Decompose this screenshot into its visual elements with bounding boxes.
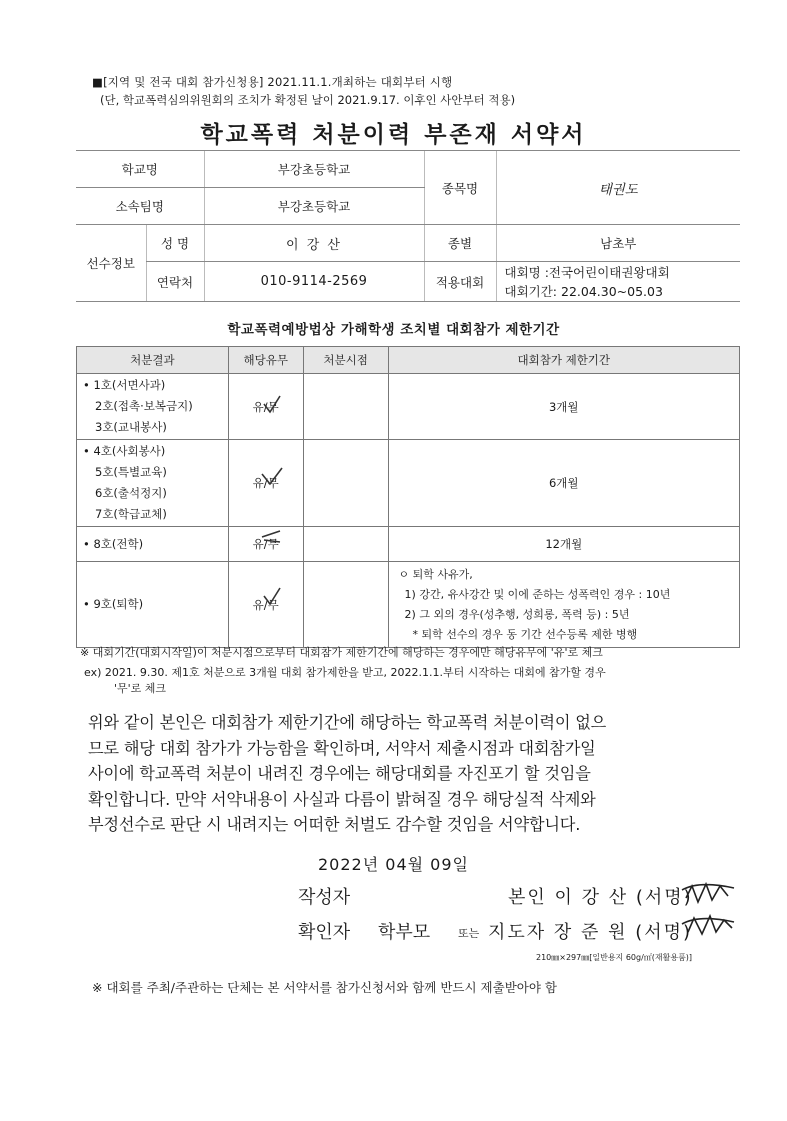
check-mark-icon — [262, 468, 282, 484]
pledge-line: 확인합니다. 만약 서약내용이 사실과 다름이 밝혀질 경우 해당실적 삭제와 — [88, 789, 596, 809]
handwritten-signature — [676, 876, 746, 946]
header-applicable: 해당유무 — [228, 347, 303, 374]
check-value: 유/무 — [252, 399, 279, 414]
pledge-line: 위와 같이 본인은 대회참가 제한기간에 해당하는 학교폭력 처분이력이 없으 — [88, 713, 607, 732]
writer-value: 본인 이 강 산 (서명) — [508, 887, 693, 908]
level-item: • 4호(사회봉사) — [83, 444, 166, 458]
limit-cell: 6개월 — [388, 440, 739, 527]
check-value: 유/무 — [252, 476, 279, 490]
table-row — [77, 527, 740, 562]
header-result: 처분결과 — [77, 347, 229, 374]
check-value: 유/무 — [252, 597, 279, 612]
coach-value: 지도자 장 준 원 (서명) — [488, 922, 693, 943]
pledge-line: 부정선수로 판단 시 내려지는 어떠한 처벌도 감수할 것임을 서약합니다. — [88, 815, 581, 834]
penalty-table — [76, 346, 740, 648]
check-value: 유/무 — [252, 537, 279, 551]
school-value: 부강초등학교 — [204, 151, 424, 188]
header-timing: 처분시점 — [303, 347, 388, 374]
footer-note: ※ 대회를 주최/주관하는 단체는 본 서약서를 참가신청서와 함께 반드시 제출받아야 함 — [92, 980, 557, 995]
event-value: 태권도 — [496, 151, 740, 225]
header-line-2: (단, 학교폭력심의위원회의 조치가 확정된 날이 2021.9.17. 이후인 사안부터 적용) — [100, 93, 516, 107]
check-mark-icon — [264, 396, 280, 412]
levels-cell — [77, 562, 229, 648]
tournament-name: 대회명 :전국어린이태권왕대회 — [504, 264, 670, 280]
limit-cell: 3개월 — [388, 374, 739, 440]
check-mark-icon — [264, 588, 280, 604]
player-info-table — [76, 150, 740, 302]
paper-spec: 210㎜×297㎜[일반용지 60g/㎡(재활용품)] — [536, 953, 693, 962]
limit-line: ㅇ 퇴학 사유가, — [398, 567, 473, 581]
event-label: 종목명 — [424, 151, 496, 225]
timing-cell — [303, 374, 388, 440]
school-label: 학교명 — [76, 151, 204, 188]
levels-cell — [77, 527, 229, 562]
note-1: ※ 대회기간(대회시작일)이 처분시점으로부터 대회참가 제한기간에 해당하는 경우에만 해당유무에 '유'로 체크 — [80, 646, 603, 659]
document-title: 학교폭력 처분이력 부존재 서약서 — [200, 122, 587, 148]
level-item: 5호(특별교육) — [95, 465, 167, 479]
name-value: 이 강 산 — [204, 225, 424, 262]
table-row — [77, 440, 740, 527]
pledge-date: 2022년 04월 09일 — [318, 855, 469, 874]
or-label: 또는 — [458, 927, 480, 940]
note-2: ex) 2021. 9.30. 제1호 처분으로 3개월 대회 참가제한을 받고, 2022.1.1.부터 시작하는 대회에 참가할 경우 — [84, 666, 606, 679]
parent-label: 학부모 — [378, 922, 431, 943]
table-row — [77, 562, 740, 648]
levels-cell — [77, 440, 229, 527]
check-mark-icon — [262, 531, 280, 542]
limit-cell — [388, 562, 739, 648]
limit-line: 1) 강간, 유사강간 및 이에 준하는 성폭력인 경우 : 10년 — [404, 587, 671, 601]
timing-cell — [303, 440, 388, 527]
tournament-period: 대회기간: 22.04.30~05.03 — [504, 283, 663, 299]
level-item: • 9호(퇴학) — [83, 597, 144, 611]
contact-label: 연락처 — [146, 262, 204, 302]
level-item: 7호(학급교체) — [95, 507, 167, 521]
tournament-info — [496, 262, 740, 302]
pledge-body — [88, 710, 728, 838]
level-item: • 8호(전학) — [83, 536, 144, 551]
penalty-subtitle: 학교폭력예방법상 가해학생 조치별 대회참가 제한기간 — [227, 322, 560, 338]
team-value: 부강초등학교 — [204, 188, 424, 225]
pledge-line: 사이에 학교폭력 처분이 내려진 경우에는 해당대회를 자진포기 할 것임을 — [88, 764, 591, 783]
limit-line: 2) 그 외의 경우(성추행, 성희롱, 폭력 등) : 5년 — [404, 607, 630, 621]
tournament-label: 적용대회 — [424, 262, 496, 302]
level-item: 3호(교내봉사) — [95, 420, 167, 434]
note-3: '무'로 체크 — [114, 682, 167, 695]
header-limit: 대회참가 제한기간 — [388, 347, 739, 374]
name-label: 성 명 — [146, 225, 204, 262]
limit-line: * 퇴학 선수의 경우 동 기간 선수등록 제한 병행 — [412, 627, 638, 641]
handwritten-check-marks — [250, 390, 290, 650]
writer-label: 작성자 — [298, 887, 351, 908]
team-label: 소속팀명 — [76, 188, 204, 225]
level-item: 6호(출석정지) — [95, 486, 167, 500]
timing-cell — [303, 527, 388, 562]
header-line-1: ■[지역 및 전국 대회 참가신청용] 2021.11.1.개최하는 대회부터 시행 — [92, 75, 453, 89]
table-row — [77, 374, 740, 440]
category-value: 남초부 — [496, 225, 740, 262]
confirm-label: 확인자 — [298, 922, 351, 943]
level-item: 2호(접촉·보복금지) — [95, 399, 193, 413]
contact-value: 010-9114-2569 — [204, 262, 424, 302]
pledge-line: 므로 해당 대회 참가가 가능함을 확인하며, 서약서 제출시점과 대회참가일 — [88, 738, 596, 758]
limit-cell: 12개월 — [388, 527, 739, 562]
levels-cell — [77, 374, 229, 440]
category-label: 종별 — [424, 225, 496, 262]
timing-cell — [303, 562, 388, 648]
player-info-label: 선수정보 — [76, 225, 146, 302]
level-item: • 1호(서면사과) — [83, 378, 166, 392]
